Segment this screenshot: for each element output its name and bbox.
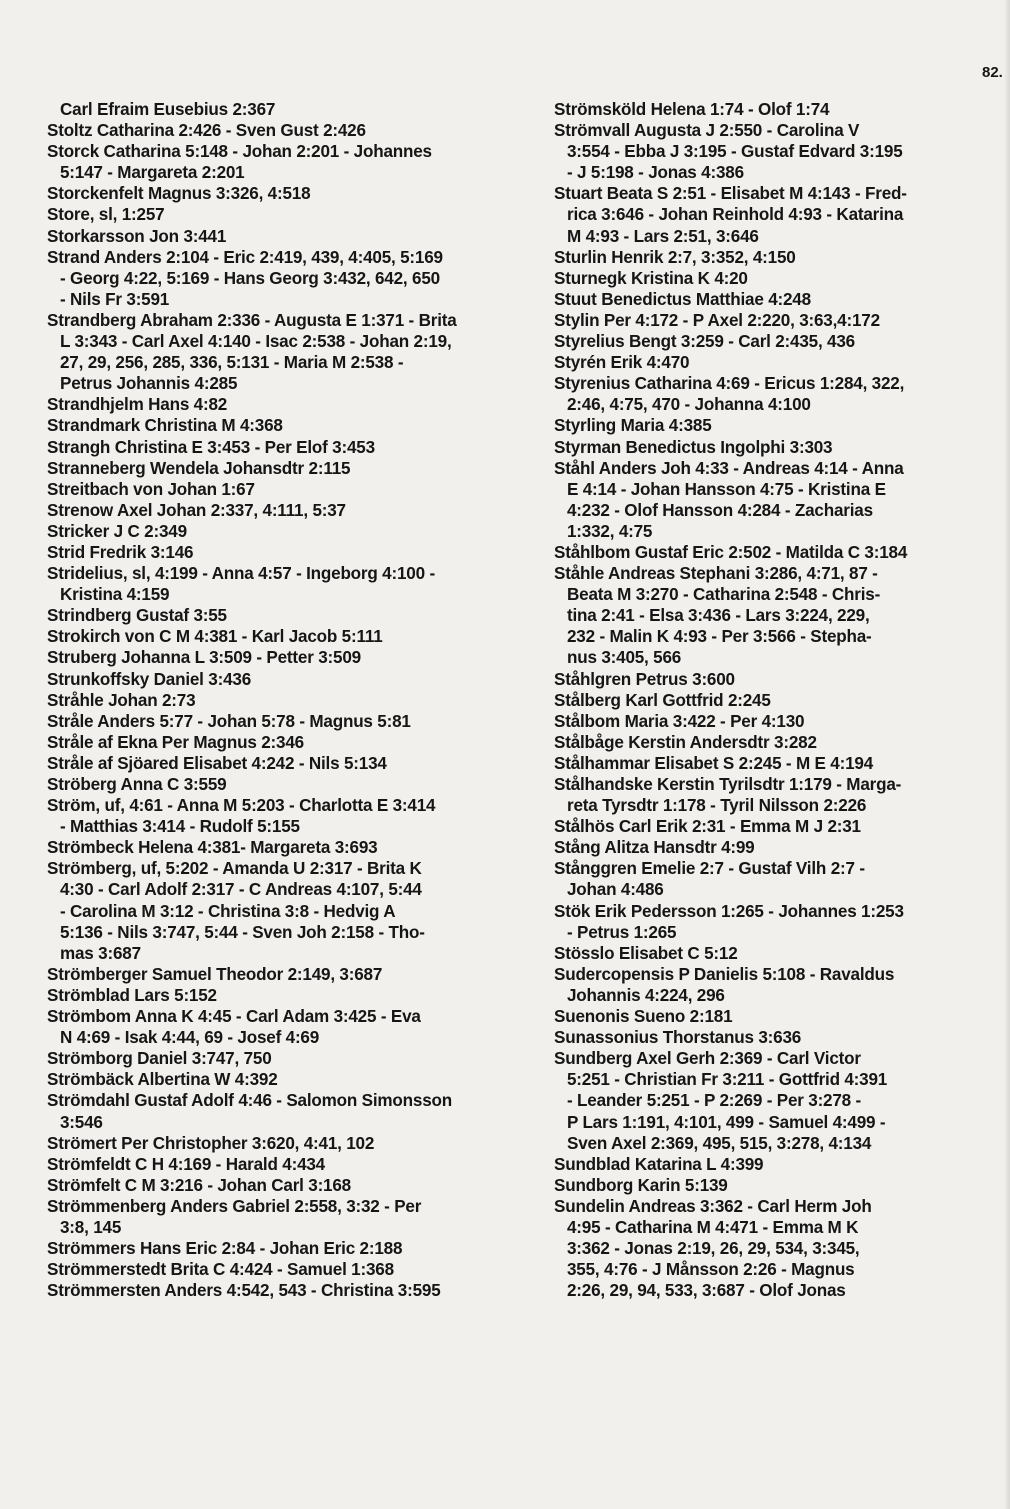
index-entry-line: 4:232 - Olof Hansson 4:284 - Zacharias [567, 500, 873, 520]
index-entry-line: Stoltz Catharina 2:426 - Sven Gust 2:426 [47, 121, 366, 141]
index-entry-line: Strindberg Gustaf 3:55 [47, 606, 227, 626]
index-entry-line: Ståhl Anders Joh 4:33 - Andreas 4:14 - Anna [554, 458, 904, 478]
index-entry-line: E 4:14 - Johan Hansson 4:75 - Kristina E [567, 479, 886, 499]
index-entry-line: Strömmerstedt Brita C 4:424 - Samuel 1:368 [47, 1260, 394, 1280]
index-entry-line: Strandberg Abraham 2:336 - Augusta E 1:371 - Brita [47, 310, 457, 330]
index-entry-line: Styrenius Catharina 4:69 - Ericus 1:284, 322, [554, 374, 905, 394]
index-entry-line: 2:46, 4:75, 470 - Johanna 4:100 [567, 395, 811, 415]
index-entry-line: Stång Alitza Hansdtr 4:99 [554, 838, 755, 858]
page-edge-shadow [1004, 0, 1010, 1509]
page-number: 82. [982, 64, 1003, 81]
index-entry-line: rica 3:646 - Johan Reinhold 4:93 - Katarina [567, 205, 904, 225]
index-entry-line: Beata M 3:270 - Catharina 2:548 - Chris- [567, 585, 881, 605]
index-entry-line: Johan 4:486 [567, 880, 664, 900]
index-entry-line: Strandhjelm Hans 4:82 [47, 395, 228, 415]
index-entry-line: Strömfeldt C H 4:169 - Harald 4:434 [47, 1154, 325, 1174]
index-entry-line: Stråle af Sjöared Elisabet 4:242 - Nils 5:134 [47, 753, 387, 773]
index-entry-line: Ström, uf, 4:61 - Anna M 5:203 - Charlotta E 3:414 [47, 796, 436, 816]
index-entry-line: 27, 29, 256, 285, 336, 5:131 - Maria M 2:538 - [60, 353, 404, 373]
index-entry-line: Stricker J C 2:349 [47, 521, 187, 541]
index-entry-line: Stålberg Karl Gottfrid 2:245 [554, 690, 771, 710]
index-entry-line: Storck Catharina 5:148 - Johan 2:201 - Johannes [47, 142, 432, 162]
index-entry-line: 2:26, 29, 94, 533, 3:687 - Olof Jonas [567, 1281, 846, 1301]
index-entry-line: Stålbom Maria 3:422 - Per 4:130 [554, 711, 805, 731]
index-entry-line: Store, sl, 1:257 [47, 205, 165, 225]
index-entry-line: 1:332, 4:75 [567, 521, 653, 541]
index-entry-line: Ståhlbom Gustaf Eric 2:502 - Matilda C 3:184 [554, 542, 908, 562]
index-entry-line: Ståhlgren Petrus 3:600 [554, 669, 735, 689]
index-entry-line: Storkarsson Jon 3:441 [47, 226, 227, 246]
index-entry-line: Suenonis Sueno 2:181 [554, 1007, 733, 1027]
index-entry-line: Strömborg Daniel 3:747, 750 [47, 1049, 272, 1069]
index-entry-line: Stånggren Emelie 2:7 - Gustaf Vilh 2:7 - [554, 859, 865, 879]
index-entry-line: Strömmersten Anders 4:542, 543 - Christina 3:595 [47, 1281, 441, 1301]
index-entry-line: - Petrus 1:265 [567, 922, 677, 942]
index-column-right [554, 99, 984, 1301]
index-entry-line: - Leander 5:251 - P 2:269 - Per 3:278 - [567, 1091, 862, 1111]
index-entry-line: nus 3:405, 566 [567, 648, 682, 668]
index-entry-line: Strandmark Christina M 4:368 [47, 416, 283, 436]
index-entry-line: Kristina 4:159 [60, 585, 170, 605]
index-entry-line: Sundelin Andreas 3:362 - Carl Herm Joh [554, 1196, 872, 1216]
index-entry-line: Stråle Anders 5:77 - Johan 5:78 - Magnus 5:81 [47, 711, 411, 731]
index-entry-line: N 4:69 - Isak 4:44, 69 - Josef 4:69 [60, 1028, 320, 1048]
index-entry-line: Strömberg, uf, 5:202 - Amanda U 2:317 - Brita K [47, 859, 422, 879]
index-entry-line: 5:251 - Christian Fr 3:211 - Gottfrid 4:391 [567, 1070, 888, 1090]
index-entry-line: Stålhandske Kerstin Tyrilsdtr 1:179 - Marga- [554, 775, 902, 794]
index-entry-line: Carl Efraim Eusebius 2:367 [60, 100, 276, 119]
index-entry-line: Stålhammar Elisabet S 2:245 - M E 4:194 [554, 753, 874, 773]
index-entry-line: Stranneberg Wendela Johansdtr 2:115 [47, 458, 351, 478]
index-entry-line: Petrus Johannis 4:285 [60, 374, 238, 394]
index-entry-line: Sunassonius Thorstanus 3:636 [554, 1028, 802, 1048]
index-entry-line: Strömberger Samuel Theodor 2:149, 3:687 [47, 964, 383, 984]
index-entry-line: Sundberg Axel Gerh 2:369 - Carl Victor [554, 1049, 861, 1069]
index-entry-line: tina 2:41 - Elsa 3:436 - Lars 3:224, 229, [567, 606, 870, 626]
index-entry-line: Sven Axel 2:369, 495, 515, 3:278, 4:134 [567, 1133, 872, 1153]
index-entry-line: Stök Erik Pedersson 1:265 - Johannes 1:253 [554, 901, 904, 921]
index-entry-line: Strömmers Hans Eric 2:84 - Johan Eric 2:188 [47, 1239, 403, 1259]
index-entry-line: Strid Fredrik 3:146 [47, 542, 194, 562]
index-entry-line: Stråle af Ekna Per Magnus 2:346 [47, 732, 304, 752]
index-entry-line: Sturnegk Kristina K 4:20 [554, 268, 748, 288]
index-entry-line: 4:30 - Carl Adolf 2:317 - C Andreas 4:107, 5:44 [60, 880, 422, 900]
index-entry-line: Strömsköld Helena 1:74 - Olof 1:74 [554, 100, 830, 119]
index-entry-line: Ståhle Andreas Stephani 3:286, 4:71, 87 - [554, 564, 878, 584]
index-entry-line: Sundborg Karin 5:139 [554, 1175, 728, 1195]
index-entry-line: Ströberg Anna C 3:559 [47, 775, 227, 794]
index-entry-line: Strömbäck Albertina W 4:392 [47, 1070, 278, 1090]
index-entry-line: Styrelius Bengt 3:259 - Carl 2:435, 436 [554, 332, 855, 352]
index-entry-line: Strömmenberg Anders Gabriel 2:558, 3:32 - Per [47, 1196, 422, 1216]
index-entry-line: - Georg 4:22, 5:169 - Hans Georg 3:432, 642, 650 [60, 268, 440, 288]
index-entry-line: M 4:93 - Lars 2:51, 3:646 [567, 226, 759, 246]
index-entry-line: Strömfelt C M 3:216 - Johan Carl 3:168 [47, 1175, 351, 1195]
index-entry-line: Strokirch von C M 4:381 - Karl Jacob 5:111 [47, 627, 383, 647]
index-entry-line: Strömvall Augusta J 2:550 - Carolina V [554, 121, 860, 141]
index-entry-line: Johannis 4:224, 296 [567, 985, 725, 1005]
index-entry-line: 3:546 [60, 1112, 103, 1132]
index-entry-line: 3:8, 145 [60, 1217, 122, 1237]
index-entry-line: 5:136 - Nils 3:747, 5:44 - Sven Joh 2:158 - Tho- [60, 922, 425, 942]
index-entry-line: Strömbeck Helena 4:381- Margareta 3:693 [47, 838, 378, 858]
index-column-left [47, 99, 517, 1301]
index-entry-line: Stålhös Carl Erik 2:31 - Emma M J 2:31 [554, 817, 861, 837]
index-entry-line: reta Tyrsdtr 1:178 - Tyril Nilsson 2:226 [567, 796, 867, 816]
index-entry-line: Stylin Per 4:172 - P Axel 2:220, 3:63,4:172 [554, 310, 880, 330]
index-entry-line: 4:95 - Catharina M 4:471 - Emma M K [567, 1217, 859, 1237]
index-entry-line: mas 3:687 [60, 943, 141, 963]
index-entry-line: 3:362 - Jonas 2:19, 26, 29, 534, 3:345, [567, 1239, 860, 1259]
index-entry-line: Styrén Erik 4:470 [554, 353, 690, 373]
index-entry-line: - Nils Fr 3:591 [60, 289, 170, 309]
index-entry-line: Styrling Maria 4:385 [554, 416, 712, 436]
index-entry-line: Stålbåge Kerstin Andersdtr 3:282 [554, 732, 817, 752]
index-entry-line: Stråhle Johan 2:73 [47, 690, 196, 710]
index-entry-line: Stuut Benedictus Matthiae 4:248 [554, 289, 811, 309]
index-entry-line: Strangh Christina E 3:453 - Per Elof 3:453 [47, 437, 375, 457]
index-entry-line: Strömbom Anna K 4:45 - Carl Adam 3:425 - Eva [47, 1007, 421, 1027]
index-entry-line: Sundblad Katarina L 4:399 [554, 1154, 764, 1174]
index-entry-line: 232 - Malin K 4:93 - Per 3:566 - Stepha- [567, 627, 872, 647]
index-entry-line: Storckenfelt Magnus 3:326, 4:518 [47, 184, 311, 204]
index-entry-line: Strenow Axel Johan 2:337, 4:111, 5:37 [47, 500, 346, 520]
index-entry-line: Stridelius, sl, 4:199 - Anna 4:57 - Ingeborg 4:100 - [47, 564, 435, 584]
index-entry-line: L 3:343 - Carl Axel 4:140 - Isac 2:538 - Johan 2:19, [60, 332, 452, 352]
index-entry-line: - Carolina M 3:12 - Christina 3:8 - Hedvig A [60, 901, 396, 921]
index-entry-line: Styrman Benedictus Ingolphi 3:303 [554, 437, 833, 457]
index-entry-line: Stuart Beata S 2:51 - Elisabet M 4:143 - Fred- [554, 184, 907, 204]
index-entry-line: Streitbach von Johan 1:67 [47, 479, 255, 499]
index-entry-line: - J 5:198 - Jonas 4:386 [567, 163, 744, 183]
index-entry-line: Strömblad Lars 5:152 [47, 985, 217, 1005]
index-entry-line: 5:147 - Margareta 2:201 [60, 163, 245, 183]
index-entry-line: Struberg Johanna L 3:509 - Petter 3:509 [47, 648, 361, 668]
index-entry-line: Sturlin Henrik 2:7, 3:352, 4:150 [554, 247, 796, 267]
index-entry-line: P Lars 1:191, 4:101, 499 - Samuel 4:499 - [567, 1112, 886, 1132]
index-entry-line: - Matthias 3:414 - Rudolf 5:155 [60, 817, 300, 837]
index-entry-line: 3:554 - Ebba J 3:195 - Gustaf Edvard 3:195 [567, 142, 903, 162]
index-entry-line: Strand Anders 2:104 - Eric 2:419, 439, 4:405, 5:169 [47, 247, 443, 267]
index-entry-line: 355, 4:76 - J Månsson 2:26 - Magnus [567, 1260, 855, 1280]
index-entry-line: Sudercopensis P Danielis 5:108 - Ravaldus [554, 964, 895, 984]
index-entry-line: Strömert Per Christopher 3:620, 4:41, 102 [47, 1133, 375, 1153]
index-entry-line: Strömdahl Gustaf Adolf 4:46 - Salomon Simonsson [47, 1091, 453, 1111]
index-entry-line: Strunkoffsky Daniel 3:436 [47, 669, 251, 689]
index-entry-line: Stösslo Elisabet C 5:12 [554, 943, 738, 963]
